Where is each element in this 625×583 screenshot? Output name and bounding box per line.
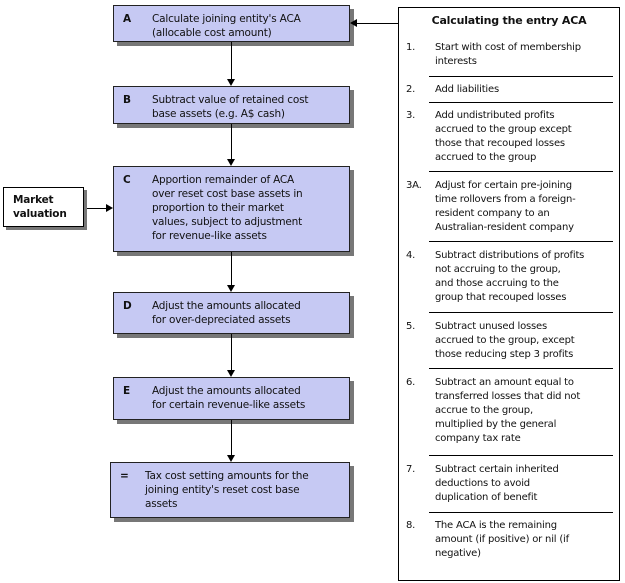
step-a-letter: A: [123, 13, 131, 25]
panel-divider: [429, 76, 613, 77]
step-c-box: [113, 166, 350, 252]
panel-item-number: 3.: [406, 110, 416, 121]
connector-a-b: [231, 42, 232, 79]
step-e-text: Adjust the amounts allocated for certain revenue-like assets: [152, 385, 306, 411]
result-text: Tax cost setting amounts for the joining entity's reset cost base assets: [145, 470, 309, 510]
panel-divider: [429, 455, 613, 456]
arrow-c-d: [227, 285, 235, 292]
arrow-e-result: [227, 455, 235, 462]
panel-item-number: 5.: [406, 321, 416, 332]
step-b-letter: B: [123, 94, 131, 106]
panel-item-text: Subtract certain inherited deductions to avoid duplication of benefit: [435, 464, 559, 503]
connector-c-d: [231, 252, 232, 285]
arrow-d-e: [227, 370, 235, 377]
arrow-b-c: [227, 159, 235, 166]
panel-divider: [429, 368, 613, 369]
panel-item-text: Add undistributed profits accrued to the group except those that recouped losses accrued to the group: [435, 110, 572, 163]
connector-e-result: [231, 420, 232, 455]
arrow-a-b: [227, 79, 235, 86]
connector-d-e: [231, 334, 232, 370]
result-box: [110, 462, 350, 518]
step-d-letter: D: [123, 300, 132, 312]
entry-aca-panel: [398, 7, 620, 581]
panel-item-number: 4.: [406, 250, 416, 261]
market-valuation-label: Market valuation: [3, 187, 84, 227]
step-a-box: [113, 5, 350, 42]
panel-item-number: 1.: [406, 42, 416, 53]
arrow-panel-a: [350, 19, 357, 27]
panel-title: Calculating the entry ACA: [431, 14, 587, 27]
panel-item-text: Subtract an amount equal to transferred losses that did not accrue to the group, multiplied by the general company tax rate: [435, 377, 581, 444]
result-symbol: =: [120, 470, 129, 482]
panel-divider: [429, 241, 613, 242]
step-b-box: [113, 86, 350, 124]
panel-item-text: The ACA is the remaining amount (if positive) or nil (if negative): [435, 520, 569, 559]
step-d-text: Adjust the amounts allocated for over-depreciated assets: [152, 300, 301, 326]
connector-b-c: [231, 124, 232, 159]
panel-item-number: 3A.: [406, 180, 422, 191]
panel-item-number: 7.: [406, 464, 416, 475]
step-d-box: [113, 292, 350, 334]
panel-item-number: 2.: [406, 84, 416, 95]
panel-item-number: 8.: [406, 520, 416, 531]
panel-item-text: Adjust for certain pre-joining time rollovers from a foreign- resident company to an Australian-resident company: [435, 180, 576, 233]
step-a-text: Calculate joining entity's ACA (allocable cost amount): [152, 13, 301, 39]
step-b-text: Subtract value of retained cost base assets (e.g. A$ cash): [152, 94, 309, 120]
panel-divider: [429, 102, 613, 103]
panel-divider: [429, 171, 613, 172]
step-e-box: [113, 377, 350, 420]
step-c-letter: C: [123, 174, 131, 186]
connector-market-c: [87, 208, 107, 209]
step-e-letter: E: [123, 385, 130, 397]
panel-item-number: 6.: [406, 377, 416, 388]
connector-panel-a: [356, 23, 398, 24]
panel-item-text: Add liabilities: [435, 84, 499, 95]
panel-item-text: Subtract unused losses accrued to the group, except those reducing step 3 profits: [435, 321, 575, 360]
step-c-text: Apportion remainder of ACA over reset cost base assets in proportion to their market values, subject to adjustment for revenue-like assets: [152, 174, 303, 242]
panel-divider: [429, 312, 613, 313]
panel-item-text: Subtract distributions of profits not accruing to the group, and those accruing to the group that recouped losses: [435, 250, 585, 303]
panel-item-text: Start with cost of membership interests: [435, 42, 581, 67]
panel-divider: [429, 512, 613, 513]
arrow-market-c: [106, 204, 113, 212]
